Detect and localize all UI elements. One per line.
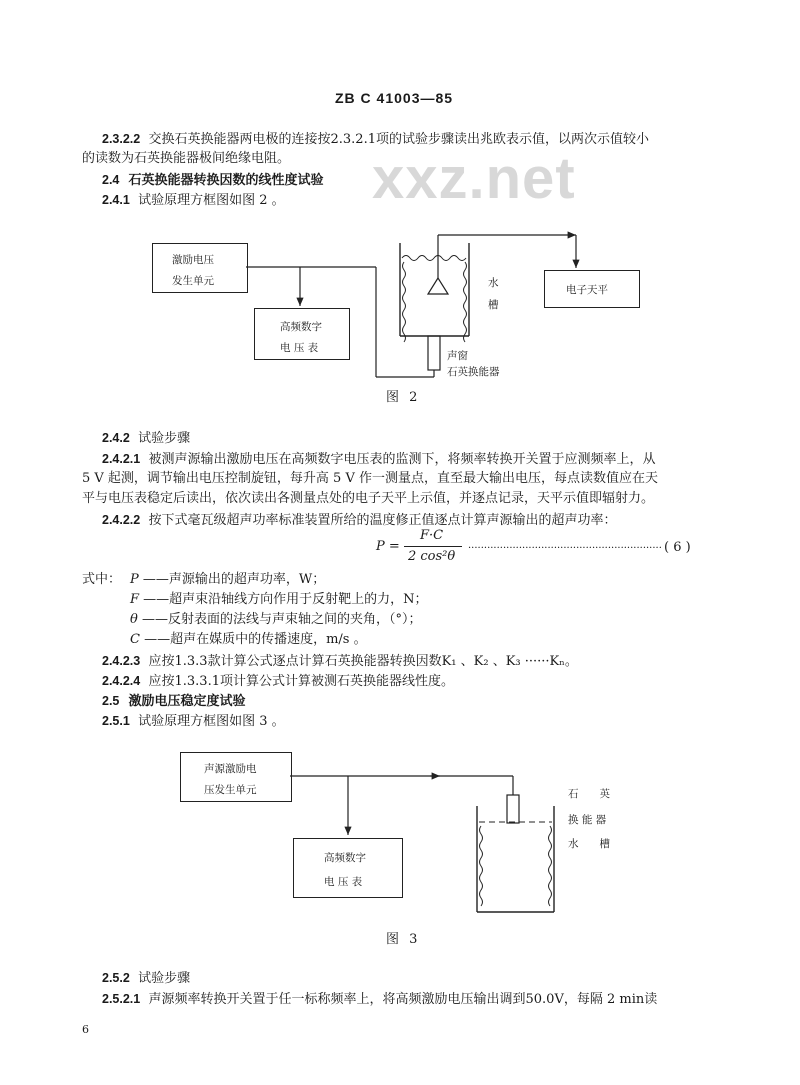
formula-denominator: 2 cos²θ [408, 549, 456, 564]
section-number: 2.5.1 [102, 714, 130, 728]
figure-2-caption: 图 2 [386, 390, 421, 405]
symbol-description: ——超声在媒质中的传播速度，m/s 。 [144, 632, 367, 647]
voltmeter-label-1: 高频数字 [280, 321, 322, 333]
sound-window-label: 声窗 [447, 350, 468, 362]
formula-numerator: F·C [420, 528, 444, 543]
where-intro: 式中： [82, 572, 122, 587]
heading-title: 石英换能器转换因数的线性度试验 [128, 173, 324, 188]
page-number: 6 [82, 1023, 89, 1036]
section-number: 2.4.2 [102, 431, 130, 445]
quartz-label: 石 英 [568, 788, 610, 800]
heading-title: 试验步骤 [138, 431, 191, 446]
symbol: C [130, 632, 140, 647]
watermark: xxz.net [372, 146, 576, 211]
symbol: P [130, 572, 139, 587]
electronic-balance-label: 电子天平 [566, 284, 608, 296]
section-number: 2.4.1 [102, 193, 130, 207]
para-text: 被测声源输出激励电压在高频数字电压表的监测下，将频率转换开关置于应测频率上，从 [148, 452, 656, 467]
heading-252 [102, 968, 190, 989]
para-text: 试验原理方框图如图 2 。 [138, 193, 285, 208]
para-text: 应按1.3.3.1项计算公式计算被测石英换能器线性度。 [148, 674, 454, 689]
para-text: 应按1.3.3款计算公式逐点计算石英换能器转换因数K₁ 、K₂ 、K₃ ······Kₙ。 [148, 654, 578, 669]
heading-title: 试验步骤 [138, 971, 191, 986]
heading-title: 激励电压稳定度试验 [128, 694, 246, 709]
symbol-description: ——反射表面的法线与声束轴之间的夹角，（°）； [141, 612, 422, 627]
section-number: 2.5.2.1 [102, 992, 141, 1006]
symbol-description: ——声源输出的超声功率，W； [142, 572, 326, 587]
section-number: 2.4.2.3 [102, 654, 141, 668]
formula-dots: ····························································· [468, 543, 662, 554]
para-2421-line2: 5 V 起测，调节输出电压控制旋钮，每升高 5 V 作一测量点，直至最大输出电压，每点读数值应在天 [82, 471, 658, 486]
excitation-generator-label-2: 压发生单元 [204, 784, 257, 796]
para-2421-line3: 平与电压表稳定后读出，依次读出各测量点处的电子天平上示值，并逐点记录，天平示值即辐射力。 [82, 491, 655, 506]
symbol: θ [130, 612, 138, 627]
section-number: 2.3.2.2 [102, 132, 141, 146]
voltmeter-label-2: 电 压 表 [280, 342, 319, 354]
quartz-transducer-label: 石英换能器 [447, 366, 500, 378]
section-number: 2.5.2 [102, 971, 130, 985]
formula-number: ( 6 ) [664, 540, 691, 555]
excitation-generator-label-1: 声源激励电 [204, 763, 257, 775]
transducer-label: 换 能 器 [568, 814, 607, 826]
document-code-header: ZB C 41003—85 [335, 90, 454, 106]
section-number: 2.4.2.2 [102, 513, 141, 527]
para-text: 声源频率转换开关置于任一标称频率上，将高频激励电压输出调到50.0V，每隔 2 min读 [148, 992, 658, 1007]
formula-lhs: P = [376, 539, 400, 554]
water-tank-label: 水 槽 [568, 838, 610, 850]
symbol: F [130, 592, 140, 607]
section-number: 2.4.2.1 [102, 452, 141, 466]
excitation-generator-label-1: 激励电压 [172, 254, 214, 266]
symbol-description: ——超声束沿轴线方向作用于反射靶上的力，N； [143, 592, 428, 607]
para-text: 交换石英换能器两电极的连接按2.3.2.1项的试验步骤读出兆欧表示值，以两次示值较小 [148, 132, 649, 147]
section-number: 2.5 [102, 694, 120, 708]
section-number: 2.4.2.4 [102, 674, 141, 688]
voltmeter-label-1: 高频数字 [324, 852, 366, 864]
section-number: 2.4 [102, 173, 120, 187]
figure-3-caption: 图 3 [386, 932, 421, 947]
para-text: 试验原理方框图如图 3 。 [138, 714, 285, 729]
para-2322-line2: 的读数为石英换能器极间绝缘电阻。 [82, 151, 291, 166]
tank-label-1: 水 [488, 277, 499, 289]
excitation-generator-label-2: 发生单元 [172, 275, 214, 287]
tank-label-2: 槽 [488, 299, 499, 311]
voltmeter-label-2: 电 压 表 [324, 876, 363, 888]
hf-digital-voltmeter-box [293, 838, 403, 898]
para-text: 按下式毫瓦级超声功率标准装置所给的温度修正值逐点计算声源输出的超声功率： [148, 513, 617, 528]
para-2521 [102, 989, 657, 1010]
